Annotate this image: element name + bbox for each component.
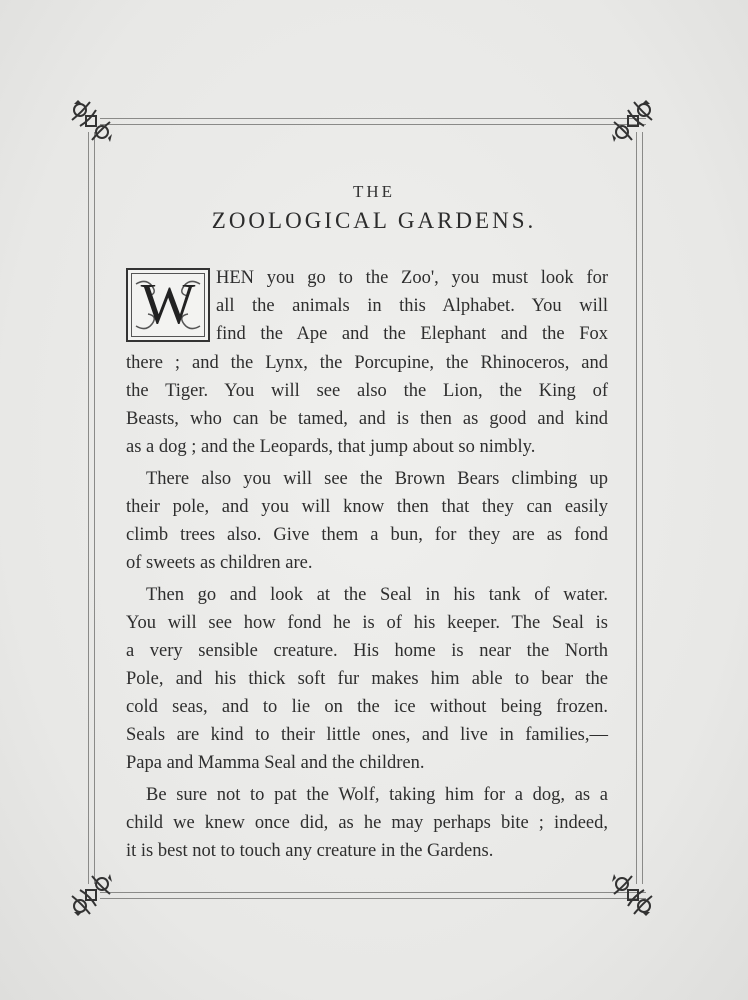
paragraph-2 <box>126 465 608 577</box>
text-line: cold seas, and to lie on the ice without being frozen. <box>126 697 608 717</box>
text-line: of sweets as children are. <box>126 553 313 573</box>
text-line: Papa and Mamma Seal and the children. <box>126 753 425 773</box>
text-line: climb trees also. Give them a bun, for they are as fond <box>126 525 608 545</box>
paragraph-1 <box>126 349 608 461</box>
paragraph-3 <box>126 581 608 777</box>
text-line: Pole, and his thick soft fur makes him able to bear the <box>126 669 608 689</box>
text-line: the Tiger. You will see also the Lion, the King of <box>126 381 608 401</box>
paragraph-1-intro <box>216 264 608 348</box>
text-line: there ; and the Lynx, the Porcupine, the Rhinoceros, and <box>126 353 608 373</box>
bottom-right-ornament-icon <box>610 872 656 918</box>
text-line: Beasts, who can be tamed, and is then as good and kind <box>126 409 608 429</box>
top-left-ornament-icon <box>68 98 114 144</box>
text-line: Be sure not to pat the Wolf, taking him for a dog, as a <box>146 785 608 805</box>
paragraph-4 <box>126 781 608 865</box>
text-line: You will see how fond he is of his keeper. The Seal is <box>126 613 608 633</box>
text-line: as a dog ; and the Leopards, that jump about so nimbly. <box>126 437 536 457</box>
text-line: their pole, and you will know then that they can easily <box>126 497 608 517</box>
text-line: Seals are kind to their little ones, and live in families,— <box>126 725 608 745</box>
heading-the: THE <box>352 182 396 201</box>
text-line: find the Ape and the Elephant and the Fox <box>216 324 608 344</box>
decorated-initial <box>126 268 210 342</box>
text-line: HEN you go to the Zoo', you must look for <box>216 268 608 288</box>
bottom-left-ornament-icon <box>68 872 114 918</box>
text-line: There also you will see the Brown Bears climbing up <box>146 469 608 489</box>
bottom-border-rule <box>100 892 646 899</box>
text-line: child we knew once did, as he may perhaps bite ; indeed, <box>126 813 608 833</box>
text-line: Then go and look at the Seal in his tank of water. <box>146 585 608 605</box>
text-line: a very sensible creature. His home is near the North <box>126 641 608 661</box>
initial-letter: W <box>140 271 196 336</box>
top-right-ornament-icon <box>610 98 656 144</box>
page-title: ZOOLOGICAL GARDENS. <box>211 208 537 233</box>
right-border-rule <box>636 132 643 884</box>
text-line: all the animals in this Alphabet. You will <box>216 296 608 316</box>
text-line: it is best not to touch any creature in the Gardens. <box>126 841 494 861</box>
top-border-rule <box>100 118 646 125</box>
left-border-rule <box>88 132 95 884</box>
